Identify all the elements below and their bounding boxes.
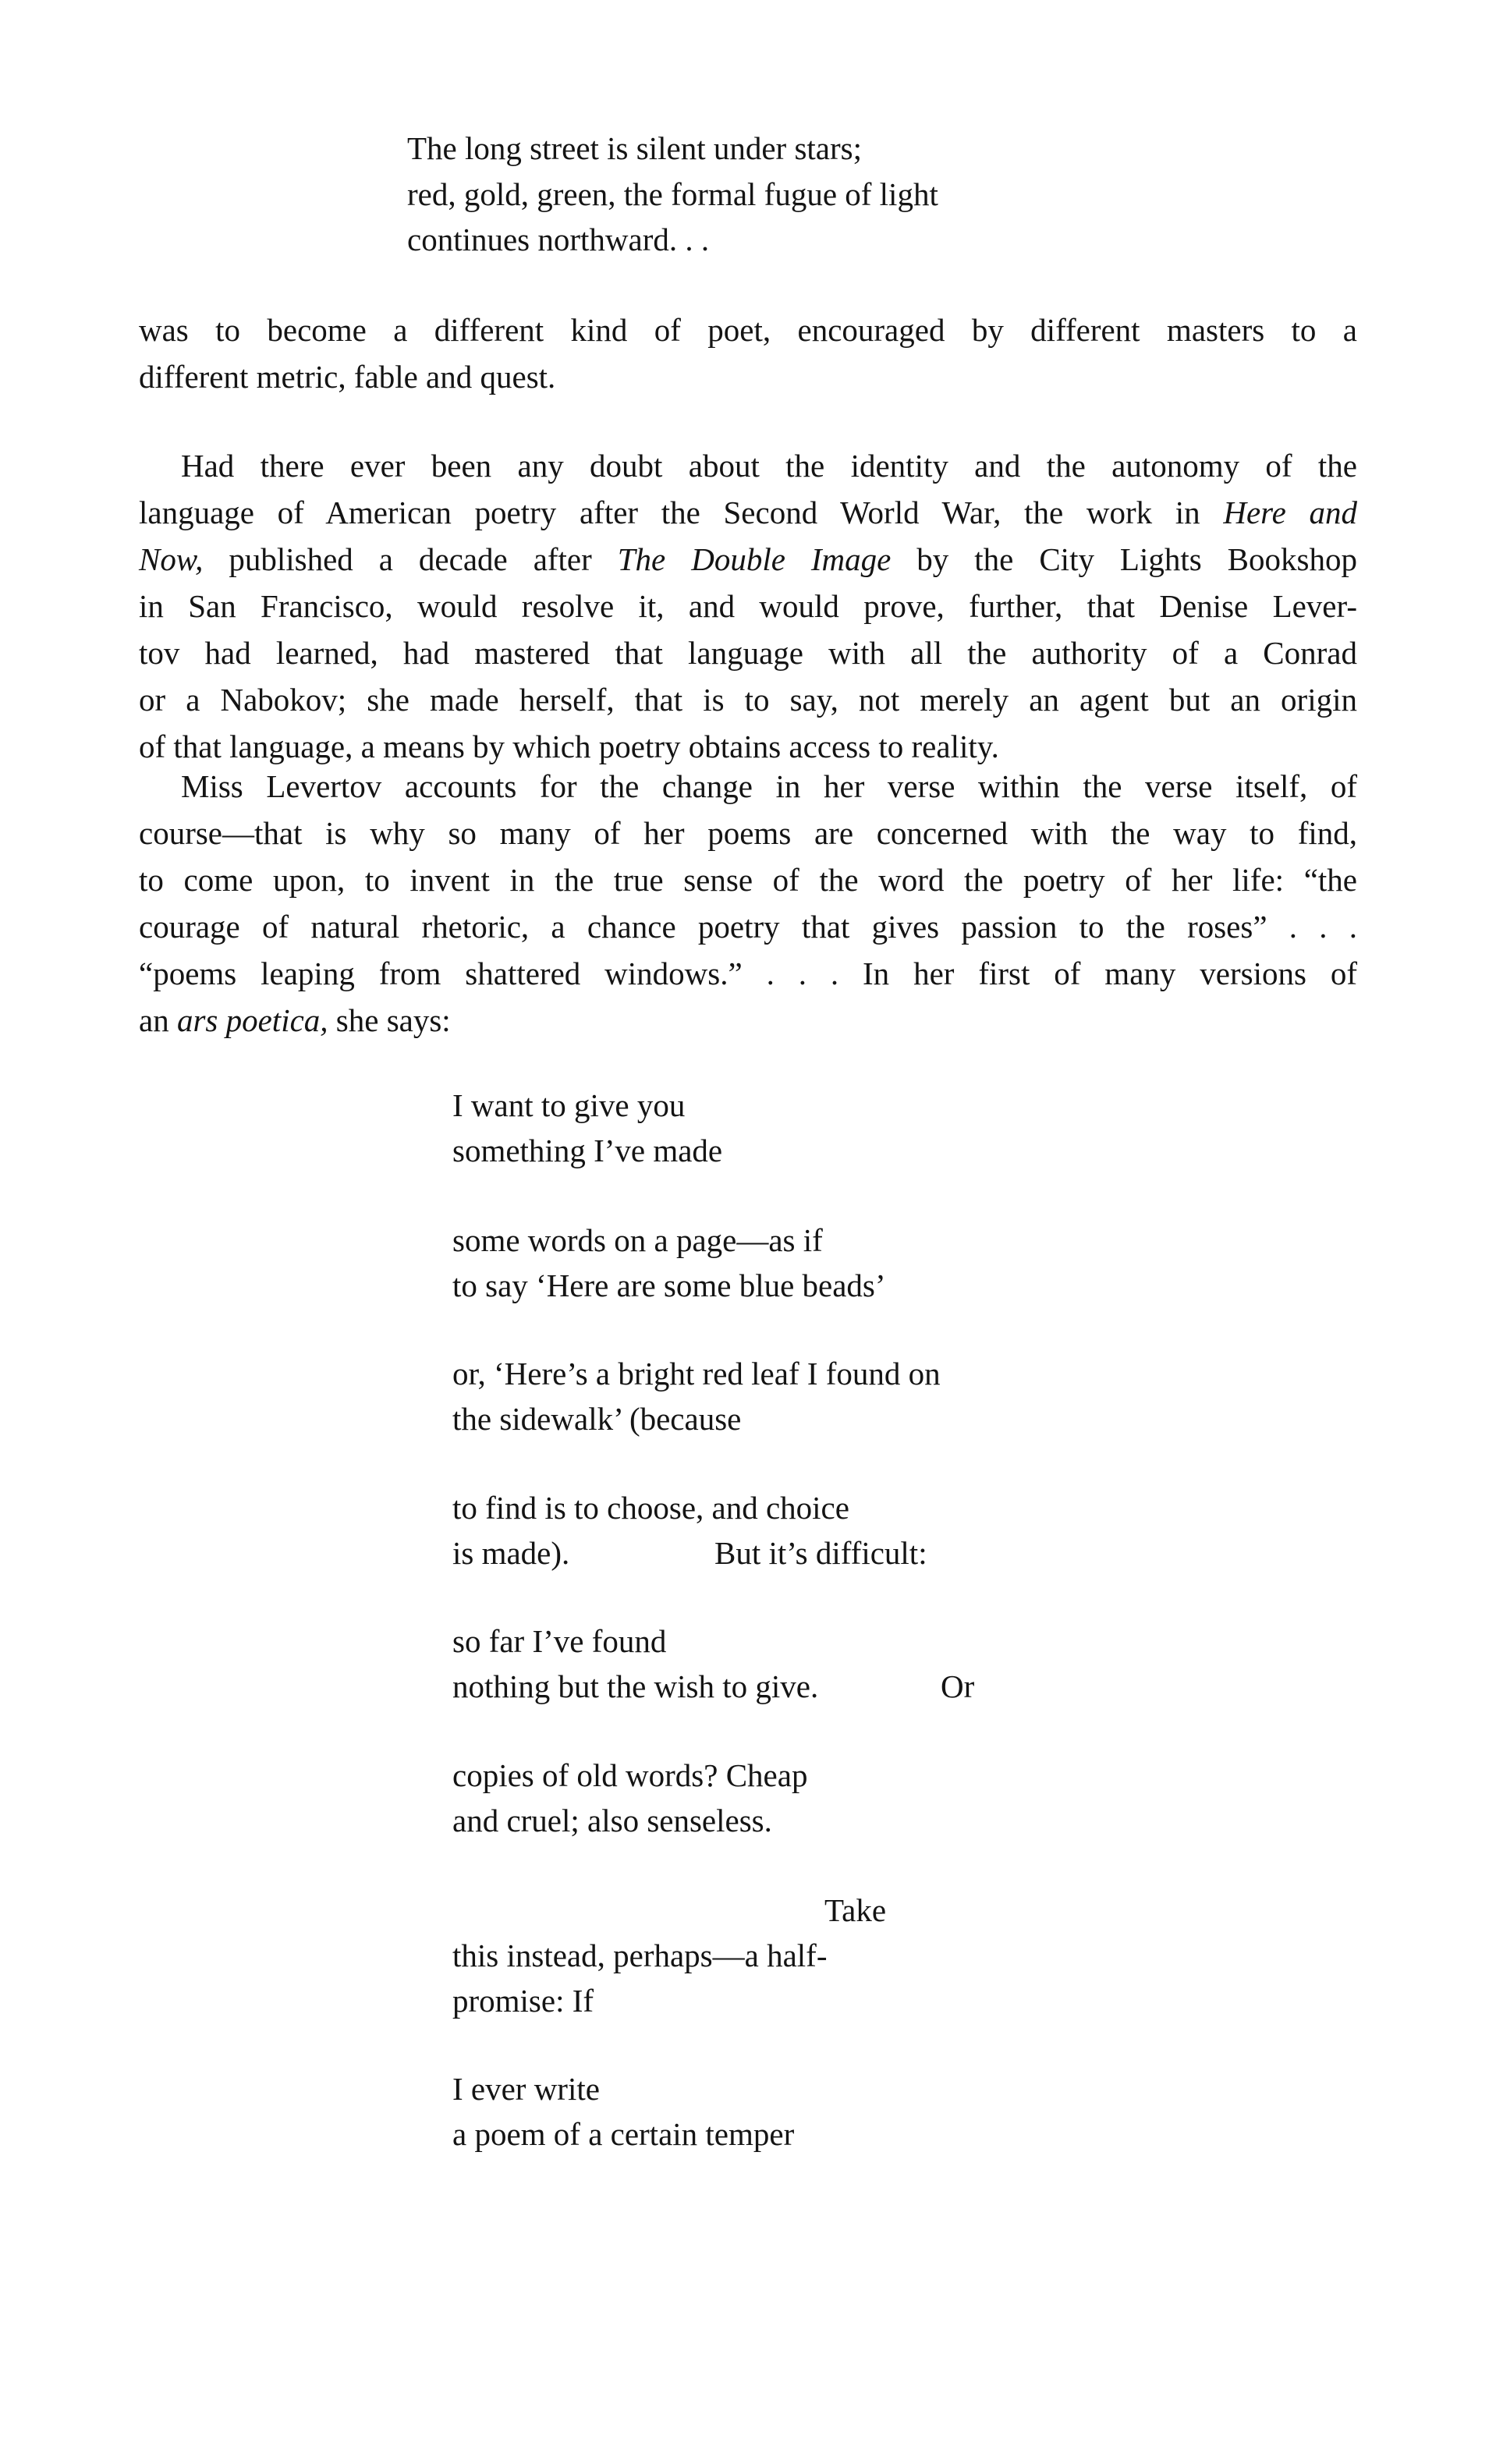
prose-line: Miss Levertov accounts for the change in her verse within the verse itself, of [181, 768, 1357, 804]
poem-line: something I’ve made [452, 1133, 723, 1168]
poem-line: nothing but the wish to give. [452, 1668, 819, 1704]
poem-line: continues northward. . . [407, 222, 710, 257]
poem-line: a poem of a certain temper [452, 2116, 795, 2152]
poem-line: to say ‘Here are some blue beads’ [452, 1267, 886, 1303]
prose-line: “poems leaping from shattered windows.” . . . In her first of many versions of [139, 955, 1357, 991]
prose-line: courage of natural rhetoric, a chance poetry that gives passion to the roses” . . . [139, 909, 1357, 945]
poem-line: or, ‘Here’s a bright red leaf I found on [452, 1356, 941, 1392]
prose-line: or a Nabokov; she made herself, that is to say, not merely an agent but an origin [139, 682, 1357, 718]
poem-line: the sidewalk’ (because [452, 1401, 742, 1437]
text-run: she says: [328, 1002, 451, 1038]
book-title-here-and-now: Now, [139, 541, 204, 577]
poem-line: I want to give you [452, 1087, 686, 1123]
poem-line: to find is to choose, and choice [452, 1490, 849, 1526]
text-run: published a decade after [203, 541, 618, 577]
prose-line: different metric, fable and quest. [139, 359, 556, 395]
poem-line: and cruel; also senseless. [452, 1803, 772, 1838]
book-title-double-image: The Double Image [617, 541, 892, 577]
prose-line [139, 536, 1357, 583]
poem-line: copies of old words? Cheap [452, 1757, 808, 1793]
prose-line: was to become a different kind of poet, encouraged by different masters to a [139, 312, 1357, 348]
paragraph-identity-autonomy [139, 442, 1357, 770]
poem-line: The long street is silent under stars; [407, 130, 862, 166]
text-run: language of American poetry after the Second World War, the work in [139, 495, 1224, 530]
prose-line [139, 997, 1357, 1044]
poem-line: some words on a page—as if [452, 1222, 823, 1258]
prose-line: course—that is why so many of her poems are concerned with the way to find, [139, 815, 1357, 851]
poem-line: red, gold, green, the formal fugue of light [407, 176, 938, 212]
prose-line: Had there ever been any doubt about the identity and the autonomy of the [181, 448, 1357, 484]
poem-line: promise: If [452, 1983, 594, 2019]
continuation-paragraph [139, 307, 1357, 400]
poem-line: Take [824, 1892, 887, 1928]
prose-line: of that language, a means by which poetry obtains access to reality. [139, 729, 999, 764]
prose-line: in San Francisco, would resolve it, and would prove, further, that Denise Lever- [139, 588, 1357, 624]
prose-line [139, 489, 1357, 536]
book-title-here-and-now: Here and [1223, 495, 1357, 530]
text-run: an [139, 1002, 177, 1038]
poem-line: so far I’ve found [452, 1623, 667, 1659]
text-run: by the City Lights Bookshop [891, 541, 1357, 577]
prose-line: tov had learned, had mastered that language with all the authority of a Conrad [139, 635, 1357, 671]
poem-line: But it’s difficult: [714, 1535, 927, 1571]
poem-line: is made). [452, 1535, 570, 1571]
poem-line: I ever write [452, 2071, 600, 2107]
paragraph-levertov-change [139, 763, 1357, 1044]
poem-line: Or [941, 1668, 975, 1704]
prose-line: to come upon, to invent in the true sense of the word the poetry of her life: “the [139, 862, 1357, 898]
term-ars-poetica: ars poetica, [176, 1002, 328, 1038]
poem-line: this instead, perhaps—a half- [452, 1938, 828, 1973]
